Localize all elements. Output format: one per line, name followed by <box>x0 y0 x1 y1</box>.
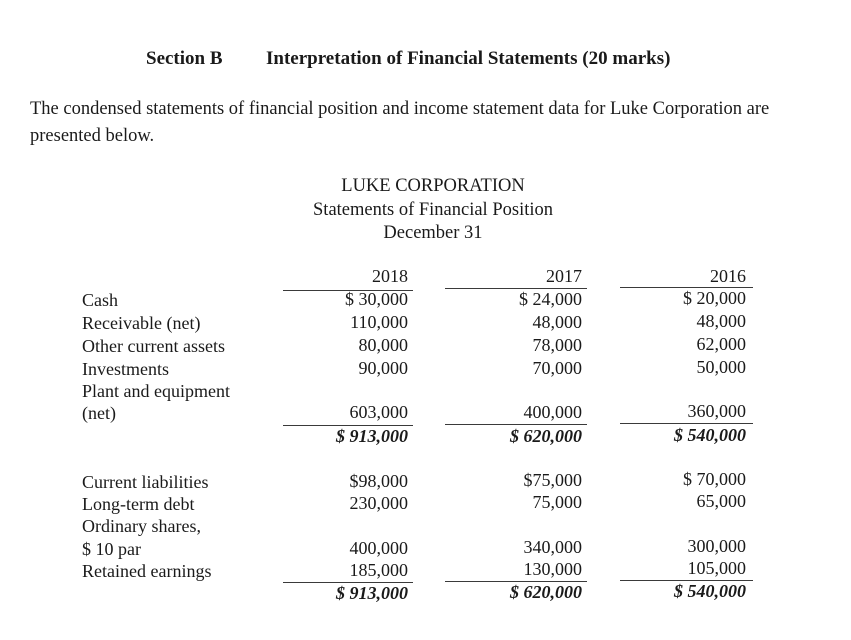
label-receivable: Receivable (net) <box>82 313 201 333</box>
total-liabilities-equity-2016: $ 540,000 <box>674 581 746 601</box>
receivable-2018: 110,000 <box>350 312 408 332</box>
intro-paragraph: The condensed statements of financial position and income statement data for Luke Corporation are presented below. <box>30 99 770 146</box>
label-ordinary-shares-par: $ 10 par <box>82 539 141 559</box>
year-header-2018: 2018 <box>372 266 408 286</box>
total-assets-2016: $ 540,000 <box>674 425 746 445</box>
current-liabilities-2018: $98,000 <box>349 471 408 491</box>
long-term-debt-2017: 75,000 <box>532 492 582 512</box>
statement-date: December 31 <box>383 223 483 243</box>
current-liabilities-2016: $ 70,000 <box>683 469 746 489</box>
other-current-2016: 62,000 <box>696 334 746 354</box>
ordinary-shares-2016: 300,000 <box>687 536 746 556</box>
company-name: LUKE CORPORATION <box>341 176 525 196</box>
plant-2017: 400,000 <box>523 402 582 422</box>
investments-2017: 70,000 <box>532 358 582 378</box>
label-plant-equipment: Plant and equipment <box>82 381 230 401</box>
label-current-liabilities: Current liabilities <box>82 472 209 492</box>
assets-total-rule-2017 <box>445 424 587 425</box>
ordinary-shares-2018: 400,000 <box>349 538 408 558</box>
cash-2016: $ 20,000 <box>683 288 746 308</box>
plant-2016: 360,000 <box>687 401 746 421</box>
current-liabilities-2017: $75,000 <box>523 470 582 490</box>
label-plant-equipment-net: (net) <box>82 403 116 423</box>
ordinary-shares-2017: 340,000 <box>523 537 582 557</box>
retained-earnings-2018: 185,000 <box>349 560 408 580</box>
total-liabilities-equity-2018: $ 913,000 <box>336 583 408 603</box>
label-other-current-assets: Other current assets <box>82 336 225 356</box>
cash-2018: $ 30,000 <box>345 289 408 309</box>
cash-2017: $ 24,000 <box>519 289 582 309</box>
retained-earnings-2017: 130,000 <box>523 559 582 579</box>
label-cash: Cash <box>82 290 118 310</box>
receivable-2016: 48,000 <box>696 311 746 331</box>
label-ordinary-shares: Ordinary shares, <box>82 516 201 536</box>
long-term-debt-2016: 65,000 <box>696 491 746 511</box>
label-retained-earnings: Retained earnings <box>82 561 212 581</box>
assets-total-rule-2016 <box>620 423 753 424</box>
year-header-2017: 2017 <box>546 266 582 286</box>
label-investments: Investments <box>82 359 169 379</box>
retained-earnings-2016: 105,000 <box>687 558 746 578</box>
other-current-2018: 80,000 <box>358 335 408 355</box>
section-title: Interpretation of Financial Statements (20 marks) <box>266 48 671 69</box>
total-assets-2018: $ 913,000 <box>336 426 408 446</box>
section-label: Section B <box>146 48 223 69</box>
plant-2018: 603,000 <box>349 402 408 422</box>
statement-name: Statements of Financial Position <box>313 200 553 220</box>
long-term-debt-2018: 230,000 <box>349 493 408 513</box>
total-assets-2017: $ 620,000 <box>510 426 582 446</box>
investments-2018: 90,000 <box>358 358 408 378</box>
investments-2016: 50,000 <box>696 357 746 377</box>
receivable-2017: 48,000 <box>532 312 582 332</box>
label-long-term-debt: Long-term debt <box>82 494 195 514</box>
total-liabilities-equity-2017: $ 620,000 <box>510 582 582 602</box>
other-current-2017: 78,000 <box>532 335 582 355</box>
year-header-2016: 2016 <box>710 266 746 286</box>
